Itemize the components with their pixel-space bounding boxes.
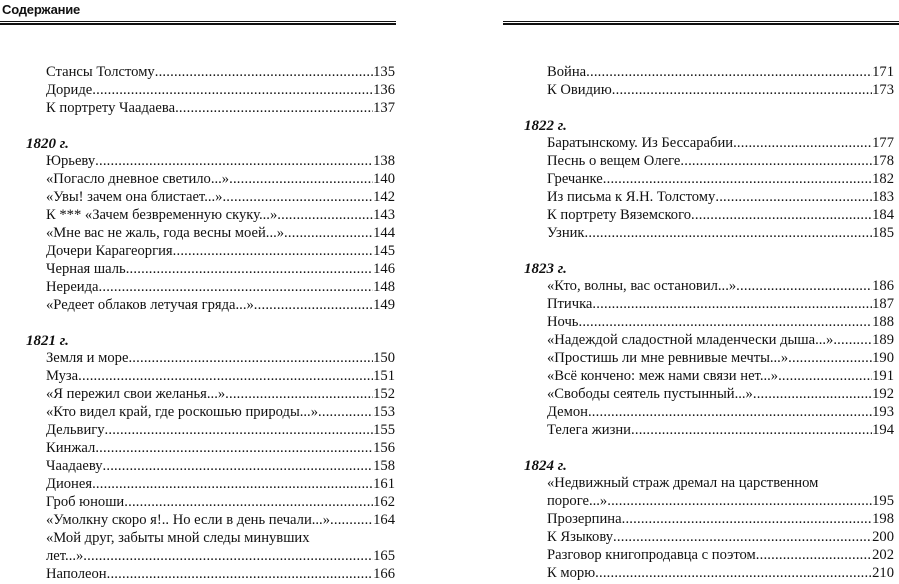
entry-title: Дочери Карагеоргия (46, 243, 173, 259)
entry-title: Демон (547, 404, 588, 420)
toc-entry[interactable] (547, 294, 894, 314)
leader-dots (715, 187, 872, 207)
year-heading: 1820 г. (26, 136, 69, 152)
entry-page: 166 (373, 566, 395, 582)
leader-dots (92, 80, 373, 100)
entry-title: Стансы Толстому (46, 64, 155, 80)
entry-title: Прозерпина (547, 511, 622, 527)
entry-title: Гречанке (547, 171, 603, 187)
leader-dots (595, 563, 872, 583)
leader-dots (756, 545, 872, 565)
toc-entry[interactable] (547, 169, 894, 189)
entry-title: «Увы! зачем она блистает...» (46, 189, 223, 205)
entry-page: 173 (872, 82, 894, 98)
entry-title: «Погасло дневное светило...» (46, 171, 230, 187)
toc-entry[interactable] (46, 98, 395, 118)
entry-page: 140 (373, 171, 395, 187)
entry-title: Дионея (46, 476, 93, 492)
entry-page: 187 (872, 296, 894, 312)
leader-dots (155, 62, 373, 82)
running-head-title: Содержание (2, 2, 81, 17)
toc-entry[interactable] (547, 384, 894, 404)
toc-entry[interactable] (547, 187, 894, 207)
entry-title: Дориде (46, 82, 93, 98)
entry-title: «Всё кончено: меж нами связи нет...» (547, 368, 779, 384)
leader-dots (95, 151, 373, 171)
toc-entry[interactable] (46, 151, 395, 171)
entry-title: «Умолкну скоро я!.. Но если в день печали...» (46, 512, 331, 528)
leader-dots (92, 474, 373, 494)
entry-page: 198 (872, 511, 894, 527)
entry-title: Ночь (547, 314, 579, 330)
entry-title: Телега жизни (547, 422, 631, 438)
entry-page: 190 (872, 350, 894, 366)
toc-entry[interactable] (547, 223, 894, 243)
entry-title: Нереида (46, 279, 99, 295)
entry-page: 138 (373, 153, 395, 169)
entry-page: 151 (373, 368, 395, 384)
year-heading: 1822 г. (524, 118, 567, 134)
leader-dots (833, 330, 872, 350)
entry-page: 149 (373, 297, 395, 313)
entry-page: 210 (872, 565, 894, 581)
entry-page: 188 (872, 314, 894, 330)
toc-entry[interactable] (547, 420, 894, 440)
entry-title: Черная шаль (46, 261, 126, 277)
entry-page: 136 (373, 82, 395, 98)
toc-entry-continuation[interactable] (547, 491, 894, 511)
entry-page: 146 (373, 261, 395, 277)
toc-entry[interactable] (46, 62, 395, 82)
toc-entry[interactable] (547, 348, 894, 368)
entry-title: К портрету Вяземского (547, 207, 692, 223)
toc-entry[interactable] (547, 151, 894, 171)
entry-title: Чаадаеву (46, 458, 103, 474)
leader-dots (107, 564, 374, 584)
toc-entry[interactable] (46, 295, 395, 315)
leader-dots (78, 366, 373, 386)
entry-title: Баратынскому. Из Бессарабии (547, 135, 734, 151)
entry-page: 155 (373, 422, 395, 438)
entry-title: К Овидию (547, 82, 612, 98)
entry-title-cont: пороге...» (547, 493, 608, 509)
toc-entry[interactable] (547, 80, 894, 100)
header-rule-thick (503, 23, 899, 25)
entry-page: 186 (872, 278, 894, 294)
toc-entry[interactable] (547, 366, 894, 386)
entry-page: 135 (373, 64, 395, 80)
entry-page: 164 (373, 512, 395, 528)
entry-page: 183 (872, 189, 894, 205)
toc-entry[interactable] (547, 312, 894, 332)
entry-title: Юрьеву (46, 153, 96, 169)
leader-dots (613, 527, 872, 547)
leader-dots (83, 546, 373, 566)
header-rule (0, 21, 396, 22)
toc-entry[interactable] (547, 527, 894, 547)
entry-page: 177 (872, 135, 894, 151)
leader-dots (173, 241, 373, 261)
leader-dots (277, 205, 373, 225)
entry-page: 189 (872, 332, 894, 348)
entry-title: Узник (547, 225, 585, 241)
leader-dots (105, 420, 374, 440)
header-rule-thick (0, 23, 396, 25)
toc-entry[interactable] (547, 276, 894, 296)
entry-title: К портрету Чаадаева (46, 100, 176, 116)
entry-title: Война (547, 64, 587, 80)
toc-entry-continuation[interactable] (46, 546, 395, 566)
entry-title: Кинжал (46, 440, 96, 456)
leader-dots (124, 492, 373, 512)
entry-page: 200 (872, 529, 894, 545)
year-heading: 1823 г. (524, 261, 567, 277)
leader-dots (254, 295, 373, 315)
toc-entry-title-line[interactable]: «Мой друг, забыты мной следы минувших (46, 530, 310, 546)
left-page (0, 0, 400, 582)
toc-entry[interactable] (46, 366, 395, 386)
entry-page: 185 (872, 225, 894, 241)
toc-entry[interactable] (547, 62, 894, 82)
entry-page: 192 (872, 386, 894, 402)
entry-title: Наполеон (46, 566, 107, 582)
leader-dots (103, 456, 374, 476)
entry-page: 143 (373, 207, 395, 223)
leader-dots (284, 223, 373, 243)
entry-title: Дельвигу (46, 422, 105, 438)
toc-entry[interactable] (46, 564, 395, 584)
entry-page: 153 (373, 404, 395, 420)
toc-entry[interactable] (46, 456, 395, 476)
entry-page: 152 (373, 386, 395, 402)
entry-title: Муза (46, 368, 79, 384)
entry-title: Птичка (547, 296, 593, 312)
toc-entry[interactable] (46, 510, 395, 530)
entry-title: Разговор книгопродавца с поэтом (547, 547, 756, 563)
leader-dots (229, 169, 373, 189)
toc-entry[interactable] (46, 402, 395, 422)
right-page (500, 0, 899, 582)
entry-page: 150 (373, 350, 395, 366)
year-heading: 1824 г. (524, 458, 567, 474)
entry-title: Из письма к Я.Н. Толстому (547, 189, 716, 205)
entry-page: 191 (872, 368, 894, 384)
entry-title: «Свободы сеятель пустынный...» (547, 386, 753, 402)
toc-entry[interactable] (547, 330, 894, 350)
leader-dots (222, 187, 373, 207)
leader-dots (612, 80, 872, 100)
toc-entry[interactable] (46, 80, 395, 100)
entry-page: 165 (373, 548, 395, 564)
entry-title: «Я пережил свои желанья...» (46, 386, 226, 402)
entry-title: «Кто видел край, где роскошью природы...» (46, 404, 319, 420)
entry-title: К морю (547, 565, 596, 581)
entry-page: 184 (872, 207, 894, 223)
leader-dots (603, 169, 872, 189)
entry-title: К Языкову (547, 529, 614, 545)
leader-dots (95, 438, 373, 458)
entry-page: 202 (872, 547, 894, 563)
entry-title-cont: лет...» (46, 548, 84, 564)
leader-dots (607, 491, 872, 511)
toc-entry[interactable] (547, 545, 894, 565)
entry-title: «Редеет облаков летучая гряда...» (46, 297, 254, 313)
entry-page: 193 (872, 404, 894, 420)
header-rule (503, 21, 899, 22)
toc-entry[interactable] (46, 384, 395, 404)
leader-dots (126, 259, 373, 279)
leader-dots (585, 223, 873, 243)
toc-entry[interactable] (46, 348, 395, 368)
leader-dots (631, 420, 872, 440)
leader-dots (175, 98, 373, 118)
toc-entry[interactable] (547, 563, 894, 583)
toc-entry[interactable] (46, 420, 395, 440)
entry-title: Песнь о вещем Олеге (547, 153, 681, 169)
entry-page: 161 (373, 476, 395, 492)
toc-entry[interactable] (547, 133, 894, 153)
entry-page: 144 (373, 225, 395, 241)
toc-entry[interactable] (46, 223, 395, 243)
leader-dots (330, 510, 373, 530)
entry-page: 162 (373, 494, 395, 510)
leader-dots (622, 509, 873, 529)
entry-page: 178 (872, 153, 894, 169)
leader-dots (592, 294, 872, 314)
entry-page: 158 (373, 458, 395, 474)
year-heading: 1821 г. (26, 333, 69, 349)
entry-page: 137 (373, 100, 395, 116)
toc-entry[interactable] (46, 187, 395, 207)
leader-dots (788, 348, 872, 368)
toc-entry[interactable] (46, 277, 395, 297)
entry-page: 142 (373, 189, 395, 205)
toc-entry[interactable] (547, 402, 894, 422)
leader-dots (680, 151, 872, 171)
entry-page: 195 (872, 493, 894, 509)
leader-dots (578, 312, 872, 332)
leader-dots (99, 277, 374, 297)
toc-entry[interactable] (46, 259, 395, 279)
entry-title: «Простишь ли мне ревнивые мечты...» (547, 350, 789, 366)
leader-dots (586, 62, 872, 82)
toc-entry[interactable] (46, 169, 395, 189)
leader-dots (318, 402, 373, 422)
entry-title: Земля и море (46, 350, 129, 366)
entry-page: 148 (373, 279, 395, 295)
toc-entry-title-line[interactable]: «Недвижный страж дремал на царственном (547, 475, 819, 491)
toc-entry[interactable] (547, 205, 894, 225)
entry-title: Гроб юноши (46, 494, 125, 510)
entry-title: «Надеждой сладостной младенчески дыша...» (547, 332, 834, 348)
leader-dots (691, 205, 872, 225)
toc-entry[interactable] (46, 492, 395, 512)
toc-entry[interactable] (46, 438, 395, 458)
leader-dots (733, 133, 872, 153)
leader-dots (225, 384, 373, 404)
leader-dots (736, 276, 872, 296)
leader-dots (753, 384, 872, 404)
entry-title: «Кто, волны, вас остановил...» (547, 278, 737, 294)
entry-page: 171 (872, 64, 894, 80)
toc-entry[interactable] (46, 241, 395, 261)
entry-page: 156 (373, 440, 395, 456)
entry-title: «Мне вас не жаль, года весны моей...» (46, 225, 285, 241)
entry-page: 182 (872, 171, 894, 187)
entry-page: 145 (373, 243, 395, 259)
entry-page: 194 (872, 422, 894, 438)
leader-dots (128, 348, 373, 368)
toc-entry[interactable] (46, 205, 395, 225)
leader-dots (778, 366, 872, 386)
toc-entry[interactable] (46, 474, 395, 494)
leader-dots (588, 402, 872, 422)
toc-entry[interactable] (547, 509, 894, 529)
entry-title: К *** «Зачем безвременную скуку...» (46, 207, 278, 223)
